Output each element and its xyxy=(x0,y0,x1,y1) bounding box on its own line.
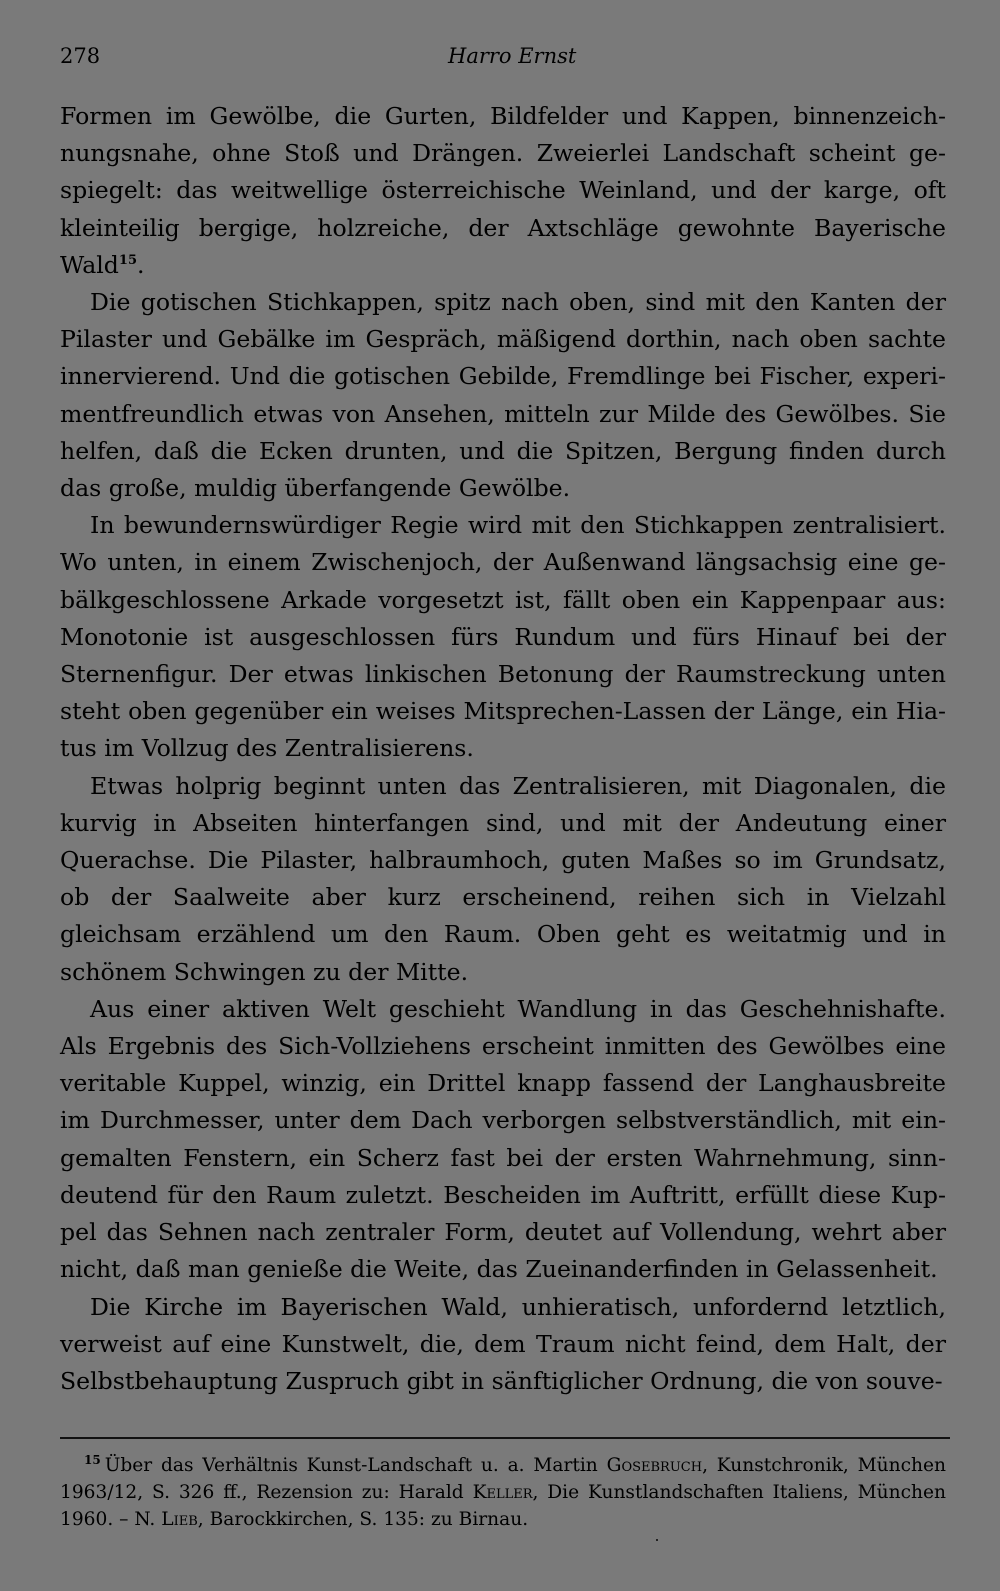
ink-speck xyxy=(656,1539,658,1541)
paragraph-1 xyxy=(60,98,946,284)
author-name-gosebruch: Gosebruch xyxy=(606,1455,703,1476)
body-text xyxy=(60,98,946,1400)
paragraph-1-text: Formen im Gewölbe, die Gurten, Bildfelder und Kappen, binnenzeichnungsnahe, ohne Stoß und Drängen. Zweierlei Landschaft scheint gespiegelt: das weitwellige österreichische Weinland, und der karge, oft kleinteilig bergige, holzreiche, der Axtschläge gewohnte Bayerische Wald xyxy=(60,102,946,279)
running-head: Harro Ernst xyxy=(448,44,577,68)
footnotes xyxy=(60,1452,946,1533)
paragraph-1-end: . xyxy=(137,250,145,279)
footnote-text-4: , Barockkirchen, S. 135: zu Birnau. xyxy=(197,1509,529,1530)
footnote-15 xyxy=(60,1452,946,1533)
page-number: 278 xyxy=(60,44,101,68)
paragraph-2: Die gotischen Stichkappen, spitz nach oben, sind mit den Kanten der Pilaster und Gebälke im Gespräch, mäßigend dorthin, nach oben sachte innervierend. Und die gotischen Gebilde, Fremdlinge bei Fischer, experimentfreundlich etwas von Ansehen, mitteln zur Milde des Gewölbes. Sie helfen, daß die Ecken drunten, und die Spitzen, Bergung finden durch das große, muldig überfangende Gewölbe. xyxy=(60,288,946,503)
footnote-text-2: , Kunstchronik, München 1963/12, S. 326 ff., Rezension zu: Harald xyxy=(60,1455,946,1503)
paragraph-3: In bewundernswürdiger Regie wird mit den Stichkappen zentralisiert. Wo unten, in einem Zwischenjoch, der Außenwand längsachsig eine gebälkgeschlossene Arkade vorgesetzt ist, fällt oben ein Kappenpaar aus: Monotonie ist ausgeschlossen fürs Rundum und fürs Hinauf bei der Sternenfigur. Der etwas linkischen Betonung der Raumstreckung unten steht oben gegenüber ein weises Mitsprechen-Lassen der Länge, ein Hiatus im Vollzug des Zentralisierens. xyxy=(60,511,946,763)
footnote-text-1: Über das Verhältnis Kunst-Landschaft u. a. Martin xyxy=(104,1455,598,1476)
footnote-reference-15: 15 xyxy=(118,252,138,268)
footnote-number: 15 xyxy=(84,1453,101,1467)
footnote-text-3: , Die Kunstlandschaften Italiens, München 1960. – N. xyxy=(60,1482,946,1530)
page-header xyxy=(60,44,950,74)
paragraph-6: Die Kirche im Bayerischen Wald, unhieratisch, unfordernd letztlich, verweist auf eine Kunstwelt, die, dem Traum nicht feind, dem Halt, der Selbstbehauptung Zuspruch gibt in sänftiglicher Ordnung, die von souve- xyxy=(60,1292,946,1395)
paragraph-4: Etwas holprig beginnt unten das Zentralisieren, mit Diagonalen, die kurvig in Abseiten hinterfangen sind, und mit der Andeutung einer Querachse. Die Pilaster, halbraumhoch, guten Maßes so im Grundsatz, ob der Saalweite aber kurz erscheinend, reihen sich in Vielzahl gleichsam erzählend um den Raum. Oben geht es weitatmig und in schönem Schwingen zu der Mitte. xyxy=(60,771,946,986)
author-name-lieb: Lieb xyxy=(161,1509,198,1530)
footnote-separator xyxy=(60,1437,950,1439)
paragraph-5: Aus einer aktiven Welt geschieht Wandlung in das Geschehnishafte. Als Ergebnis des Sich-Vollziehens erscheint inmitten des Gewölbes eine veritable Kuppel, winzig, ein Drittel knapp fassend der Langhausbreite im Durchmesser, unter dem Dach verborgen selbstverständlich, mit eingemalten Fenstern, ein Scherz fast bei der ersten Wahrnehmung, sinndeutend für den Raum zuletzt. Bescheiden im Auftritt, erfüllt diese Kuppel das Sehnen nach zentraler Form, deutet auf Vollendung, wehrt aber nicht, daß man genieße die Weite, das Zueinanderfinden in Gelassenheit. xyxy=(60,994,946,1284)
author-name-keller: Keller xyxy=(472,1482,533,1503)
